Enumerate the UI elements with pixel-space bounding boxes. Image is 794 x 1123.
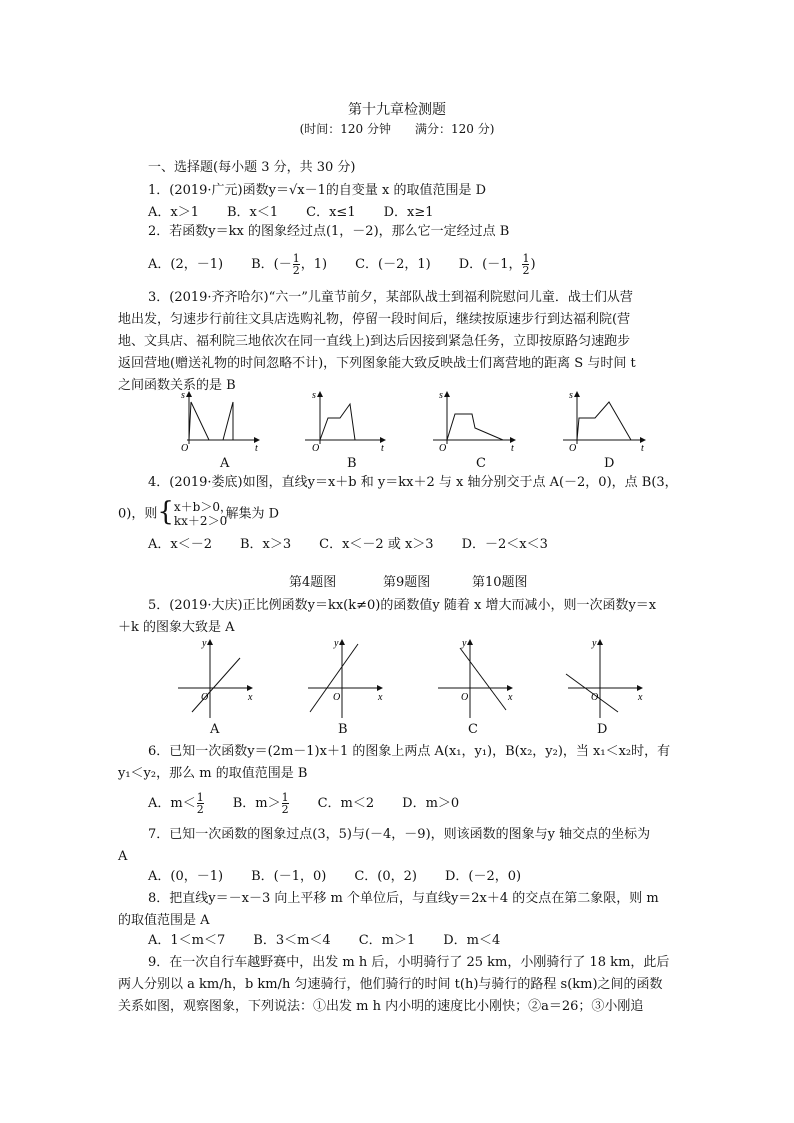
q7-options	[148, 869, 549, 885]
q2-optb-post: ，1)	[300, 257, 328, 272]
q5-label-b: B	[338, 722, 348, 737]
q3-label-a: A	[220, 456, 230, 471]
q6-option-b[interactable]	[232, 791, 290, 816]
q2-optd-den: 2	[522, 264, 530, 277]
q2-optd-num: 1	[522, 252, 530, 265]
q2-optb-fraction	[293, 253, 300, 276]
q5-label-c: C	[468, 722, 478, 737]
q4-brace: {	[157, 497, 174, 527]
q2-options	[148, 253, 564, 277]
fig-caption-4: 第4题图	[289, 575, 337, 590]
q5-graph-c-origin: O	[461, 692, 469, 703]
q1-stem: 1．(2019·广元)函数y＝√x－1的自变量 x 的取值范围是 D	[148, 183, 487, 198]
q3-graph-b-t-label: t	[381, 443, 384, 454]
q3-line-5: 之间函数关系的是 B	[118, 378, 236, 393]
q3-label-c: C	[476, 456, 486, 471]
q3-graph-a[interactable]	[181, 390, 259, 454]
q6-opta-den: 2	[196, 803, 204, 816]
q6-option-a[interactable]	[148, 791, 205, 816]
q6-optb-pre: B．m＞	[232, 796, 281, 811]
q6-optb-num: 1	[281, 791, 289, 804]
q2-option-a[interactable]: A．(2，－1)	[148, 257, 224, 272]
q2-option-c[interactable]: C．(－2，1)	[355, 257, 431, 272]
page-subtitle: (时间：120 分钟 满分：120 分)	[299, 122, 495, 136]
q3-graph-a-t-label: t	[255, 443, 258, 454]
q3-graph-c-origin: O	[439, 443, 447, 454]
q8-option-d[interactable]: D．m＜4	[443, 933, 501, 948]
q5-graph-a-y-label: y	[202, 638, 207, 649]
q5-graph-c-x-label: x	[508, 692, 513, 703]
q3-graph-a-s-label: s	[181, 390, 185, 401]
q2-optd-post: )	[530, 257, 536, 272]
q8-line-2: 的取值范围是 A	[118, 913, 210, 928]
q1-option-a[interactable]: A．x＞1	[148, 205, 199, 220]
q3-line-2: 地出发，匀速步行前往文具店选购礼物，停留一段时间后，继续按原速步行到达福利院(营	[118, 312, 631, 327]
section-heading: 一、选择题(每小题 3 分，共 30 分)	[148, 160, 356, 175]
q3-label-d: D	[604, 456, 615, 471]
q5-graph-b-y-label: y	[334, 638, 339, 649]
q5-graph-b-x-label: x	[378, 692, 383, 703]
q3-line-1: 3．(2019·齐齐哈尔)“六一”儿童节前夕，某部队战士到福利院慰问儿童．战士们从营	[148, 290, 633, 305]
q2-optd-pre: D．(－1，	[458, 257, 522, 272]
q3-graph-c-t-label: t	[511, 443, 514, 454]
q6-option-c[interactable]: C．m＜2	[317, 796, 375, 811]
q7-option-d[interactable]: D．(－2，0)	[444, 869, 522, 884]
q4-line-2	[118, 497, 279, 528]
q7-option-a[interactable]: A．(0，－1)	[148, 869, 224, 884]
q3-graphs	[175, 388, 715, 468]
q5-graph-c[interactable]	[438, 638, 513, 718]
q3-graph-d[interactable]	[563, 390, 645, 454]
q3-graph-d-t-label: t	[641, 443, 644, 454]
q4-options	[148, 537, 576, 553]
q6-opta-pre: A．m＜	[148, 796, 196, 811]
q6-line-1: 6．已知一次函数y＝(2m－1)x＋1 的图象上两点 A(x₁，y₁)，B(x₂，y₂)，当 x₁＜x₂时，有	[148, 744, 671, 759]
q5-label-a: A	[210, 722, 220, 737]
q3-graph-c-s-label: s	[439, 390, 443, 401]
q1-option-d[interactable]: D．x≥1	[383, 205, 434, 220]
q2-optb-pre: B．(－	[251, 257, 292, 272]
q6-opta-fraction	[197, 792, 204, 815]
q2-option-d[interactable]	[458, 252, 536, 277]
q5-graphs	[170, 634, 650, 720]
q2-optb-num: 1	[292, 252, 300, 265]
q9-line-3: 关系如图，观察图象，下列说法：①出发 m h 内小明的速度比小刚快；②a＝26；③小刚追	[118, 999, 644, 1014]
q2-option-b[interactable]	[251, 252, 328, 277]
q3-label-b: B	[347, 456, 357, 471]
q3-line-4: 返回营地(赠送礼物的时间忽略不计)，下列图象能大致反映战士们离营地的距离 S 与时间 t	[118, 356, 636, 371]
q5-line-2: ＋k 的图象大致是 A	[118, 620, 235, 635]
q5-line-1: 5．(2019·大庆)正比例函数y＝kx(k≠0)的函数值y 随着 x 增大而减小，则一次函数y＝x	[148, 598, 657, 613]
q8-option-b[interactable]: B．3＜m＜4	[253, 933, 331, 948]
q5-graph-d-origin: O	[591, 692, 599, 703]
q3-graph-b[interactable]	[305, 390, 385, 454]
q5-graph-c-y-label: y	[462, 638, 467, 649]
q6-line-2: y₁＜y₂，那么 m 的取值范围是 B	[118, 766, 308, 781]
q5-graph-a[interactable]	[178, 638, 253, 718]
q5-graph-b[interactable]	[308, 638, 383, 718]
q1-option-c[interactable]: C．x≤1	[306, 205, 356, 220]
fig-caption-9: 第9题图	[383, 575, 431, 590]
q7-line-1: 7．已知一次函数的图象过点(3，5)与(－4，－9)，则该函数的图象与y 轴交点的坐标为	[148, 827, 651, 842]
q8-option-a[interactable]: A．1＜m＜7	[148, 933, 226, 948]
q5-graph-d-y-label: y	[592, 638, 597, 649]
q8-options	[148, 933, 528, 949]
q9-line-1: 9．在一次自行车越野赛中，出发 m h 后，小明骑行了 25 km，小刚骑行了 18 km，此后	[148, 955, 670, 970]
q4-option-b[interactable]: B．x＞3	[240, 537, 292, 552]
q1-option-b[interactable]: B．x＜1	[227, 205, 279, 220]
q5-graph-a-origin: O	[201, 692, 209, 703]
q8-option-c[interactable]: C．m＞1	[358, 933, 416, 948]
page-title: 第十九章检测题	[348, 102, 446, 118]
q2-optb-den: 2	[292, 264, 300, 277]
q5-graph-b-origin: O	[333, 692, 341, 703]
q1-options	[148, 205, 462, 221]
q6-optb-fraction	[282, 792, 289, 815]
q5-graph-d[interactable]	[566, 638, 643, 718]
q4-line-2-post: 解集为 D	[225, 506, 279, 522]
q3-graph-b-origin: O	[312, 443, 320, 454]
q2-stem: 2．若函数y＝kx 的图象经过点(1，－2)，那么它一定经过点 B	[148, 224, 510, 239]
q4-option-d[interactable]: D．－2＜x＜3	[461, 537, 548, 552]
q7-option-b[interactable]: B．(－1，0)	[251, 869, 327, 884]
q3-graph-d-s-label: s	[569, 390, 573, 401]
q5-label-d: D	[597, 722, 608, 737]
q9-line-2: 两人分别以 a km/h，b km/h 匀速骑行，他们骑行的时间 t(h)与骑行的路程 s(km)之间的函数	[118, 977, 663, 992]
q4-sys-1: x＋b＞0，	[173, 500, 232, 514]
fig-caption-10: 第10题图	[472, 575, 528, 590]
q5-graph-a-x-label: x	[248, 692, 253, 703]
q3-graph-c[interactable]	[433, 390, 515, 454]
q7-option-c[interactable]: C．(0，2)	[354, 869, 417, 884]
q6-option-d[interactable]: D．m＞0	[402, 796, 460, 811]
q4-line-2-pre: 0)，则	[118, 506, 158, 522]
q4-option-a[interactable]: A．x＜－2	[148, 537, 212, 552]
q5-graph-d-x-label: x	[638, 692, 643, 703]
q6-options	[148, 790, 487, 818]
q7-line-2: A	[118, 849, 128, 864]
q3-graph-d-origin: O	[569, 443, 577, 454]
q4-sys-2: kx＋2＞0	[173, 514, 228, 528]
q4-line-1: 4．(2019·娄底)如图，直线y＝x＋b 和 y＝kx＋2 与 x 轴分别交于点 A(－2，0)，点 B(3，	[148, 475, 678, 490]
q6-opta-num: 1	[196, 791, 204, 804]
q8-line-1: 8．把直线y＝－x－3 向上平移 m 个单位后，与直线y＝2x＋4 的交点在第二象限，则 m	[148, 891, 659, 906]
q2-optd-fraction	[522, 253, 529, 276]
q6-optb-den: 2	[281, 803, 289, 816]
q3-graph-a-origin: O	[181, 443, 189, 454]
q3-graph-b-s-label: s	[312, 390, 316, 401]
q3-line-3: 地、文具店、福利院三地依次在同一直线上)到达后因接到紧急任务，立即按原路匀速跑步	[118, 334, 631, 349]
q4-system	[157, 497, 232, 528]
q4-option-c[interactable]: C．x＜－2 或 x＞3	[319, 537, 434, 552]
